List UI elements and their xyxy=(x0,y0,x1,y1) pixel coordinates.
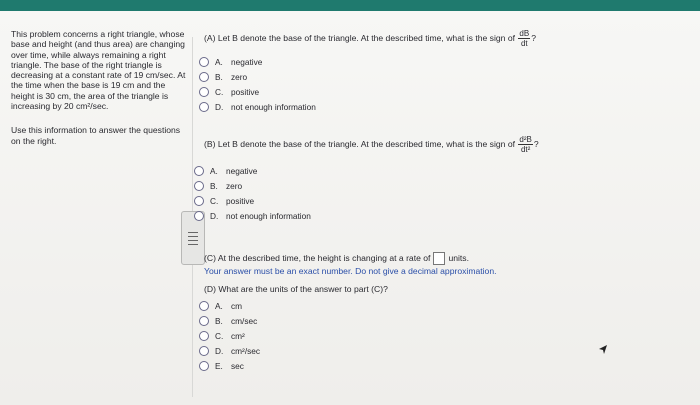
problem-instruction: Use this information to answer the questions on the right. xyxy=(11,125,181,146)
radio-button[interactable] xyxy=(199,87,209,97)
question-b-option[interactable] xyxy=(194,163,539,178)
question-d-options xyxy=(199,298,388,373)
question-a-options xyxy=(199,54,536,114)
question-d-option[interactable] xyxy=(199,343,388,358)
problem-text: This problem concerns a right triangle, whose base and height (and thus area) are changing over time, while always remaining a right triangle. The base of the right triangle is decreasing at a constant rate of 19 cm/sec. At the time when the base is 19 cm and the height is 30 cm, the area of the triangle is increasing by 20 cm²/sec. xyxy=(11,29,186,112)
radio-button[interactable] xyxy=(199,301,209,311)
mouse-cursor-icon xyxy=(597,344,609,356)
radio-button[interactable] xyxy=(199,102,209,112)
exact-answer-warning: Your answer must be an exact number. Do not give a decimal approximation. xyxy=(204,266,497,277)
question-b-stem xyxy=(204,135,539,154)
question-a-option[interactable] xyxy=(199,54,536,69)
fraction-numerator: d²B xyxy=(519,135,532,144)
derivative-fraction xyxy=(518,135,532,154)
option-letter: B. xyxy=(210,180,218,191)
top-bar xyxy=(0,0,700,11)
option-letter: D. xyxy=(215,345,224,356)
question-c-suffix: units. xyxy=(448,253,469,263)
fraction-denominator: dt² xyxy=(520,145,531,154)
option-label: zero xyxy=(231,71,248,82)
option-letter: E. xyxy=(215,360,223,371)
option-label: cm/sec xyxy=(231,315,258,326)
question-a-suffix: ? xyxy=(531,32,536,43)
question-c-stem xyxy=(204,252,497,265)
option-letter: C. xyxy=(215,86,224,97)
option-letter: A. xyxy=(215,300,223,311)
option-label: positive xyxy=(231,86,260,97)
radio-button[interactable] xyxy=(199,316,209,326)
option-label: positive xyxy=(226,195,255,206)
question-d-stem: (D) What are the units of the answer to part (C)? xyxy=(204,284,388,294)
question-a-option[interactable] xyxy=(199,99,536,114)
question-a-option[interactable] xyxy=(199,84,536,99)
option-label: not enough information xyxy=(226,210,311,221)
option-label: sec xyxy=(231,360,244,371)
question-a-option[interactable] xyxy=(199,69,536,84)
option-label: cm xyxy=(231,300,243,311)
question-a xyxy=(204,29,536,114)
problem-panel xyxy=(0,11,700,405)
question-d-option[interactable] xyxy=(199,298,388,313)
fraction-numerator: dB xyxy=(519,29,530,38)
radio-button[interactable] xyxy=(194,181,204,191)
derivative-fraction xyxy=(518,29,530,48)
option-label: negative xyxy=(231,56,263,67)
option-letter: B. xyxy=(215,315,223,326)
option-letter: D. xyxy=(215,101,224,112)
question-b-option[interactable] xyxy=(194,193,539,208)
radio-button[interactable] xyxy=(199,331,209,341)
option-letter: A. xyxy=(210,165,218,176)
option-label: cm²/sec xyxy=(231,345,261,356)
radio-button[interactable] xyxy=(199,72,209,82)
question-b-option[interactable] xyxy=(194,208,539,223)
question-d xyxy=(204,283,388,373)
radio-button[interactable] xyxy=(199,346,209,356)
question-b xyxy=(204,135,539,223)
option-letter: D. xyxy=(210,210,219,221)
option-letter: C. xyxy=(215,330,224,341)
question-c-prefix: (C) At the described time, the height is changing at a rate of xyxy=(204,253,431,263)
radio-button[interactable] xyxy=(194,211,204,221)
option-label: cm² xyxy=(231,330,245,341)
option-letter: B. xyxy=(215,71,223,82)
option-letter: C. xyxy=(210,195,219,206)
option-letter: A. xyxy=(215,56,223,67)
question-b-option[interactable] xyxy=(194,178,539,193)
question-c xyxy=(204,252,497,277)
question-b-options xyxy=(194,163,539,223)
answer-input[interactable] xyxy=(433,252,445,265)
radio-button[interactable] xyxy=(199,361,209,371)
question-a-prefix: (A) Let B denote the base of the triangle. At the described time, what is the sign of xyxy=(204,32,515,43)
option-label: not enough information xyxy=(231,101,316,112)
question-a-stem xyxy=(204,29,536,48)
question-d-option[interactable] xyxy=(199,358,388,373)
question-b-prefix: (B) Let B denote the base of the triangle. At the described time, what is the sign of xyxy=(204,138,515,149)
fraction-denominator: dt xyxy=(520,39,528,48)
radio-button[interactable] xyxy=(199,57,209,67)
question-d-option[interactable] xyxy=(199,328,388,343)
question-d-option[interactable] xyxy=(199,313,388,328)
problem-statement xyxy=(11,29,191,146)
radio-button[interactable] xyxy=(194,166,204,176)
option-label: negative xyxy=(226,165,258,176)
option-label: zero xyxy=(226,180,243,191)
radio-button[interactable] xyxy=(194,196,204,206)
question-b-suffix: ? xyxy=(533,138,539,149)
